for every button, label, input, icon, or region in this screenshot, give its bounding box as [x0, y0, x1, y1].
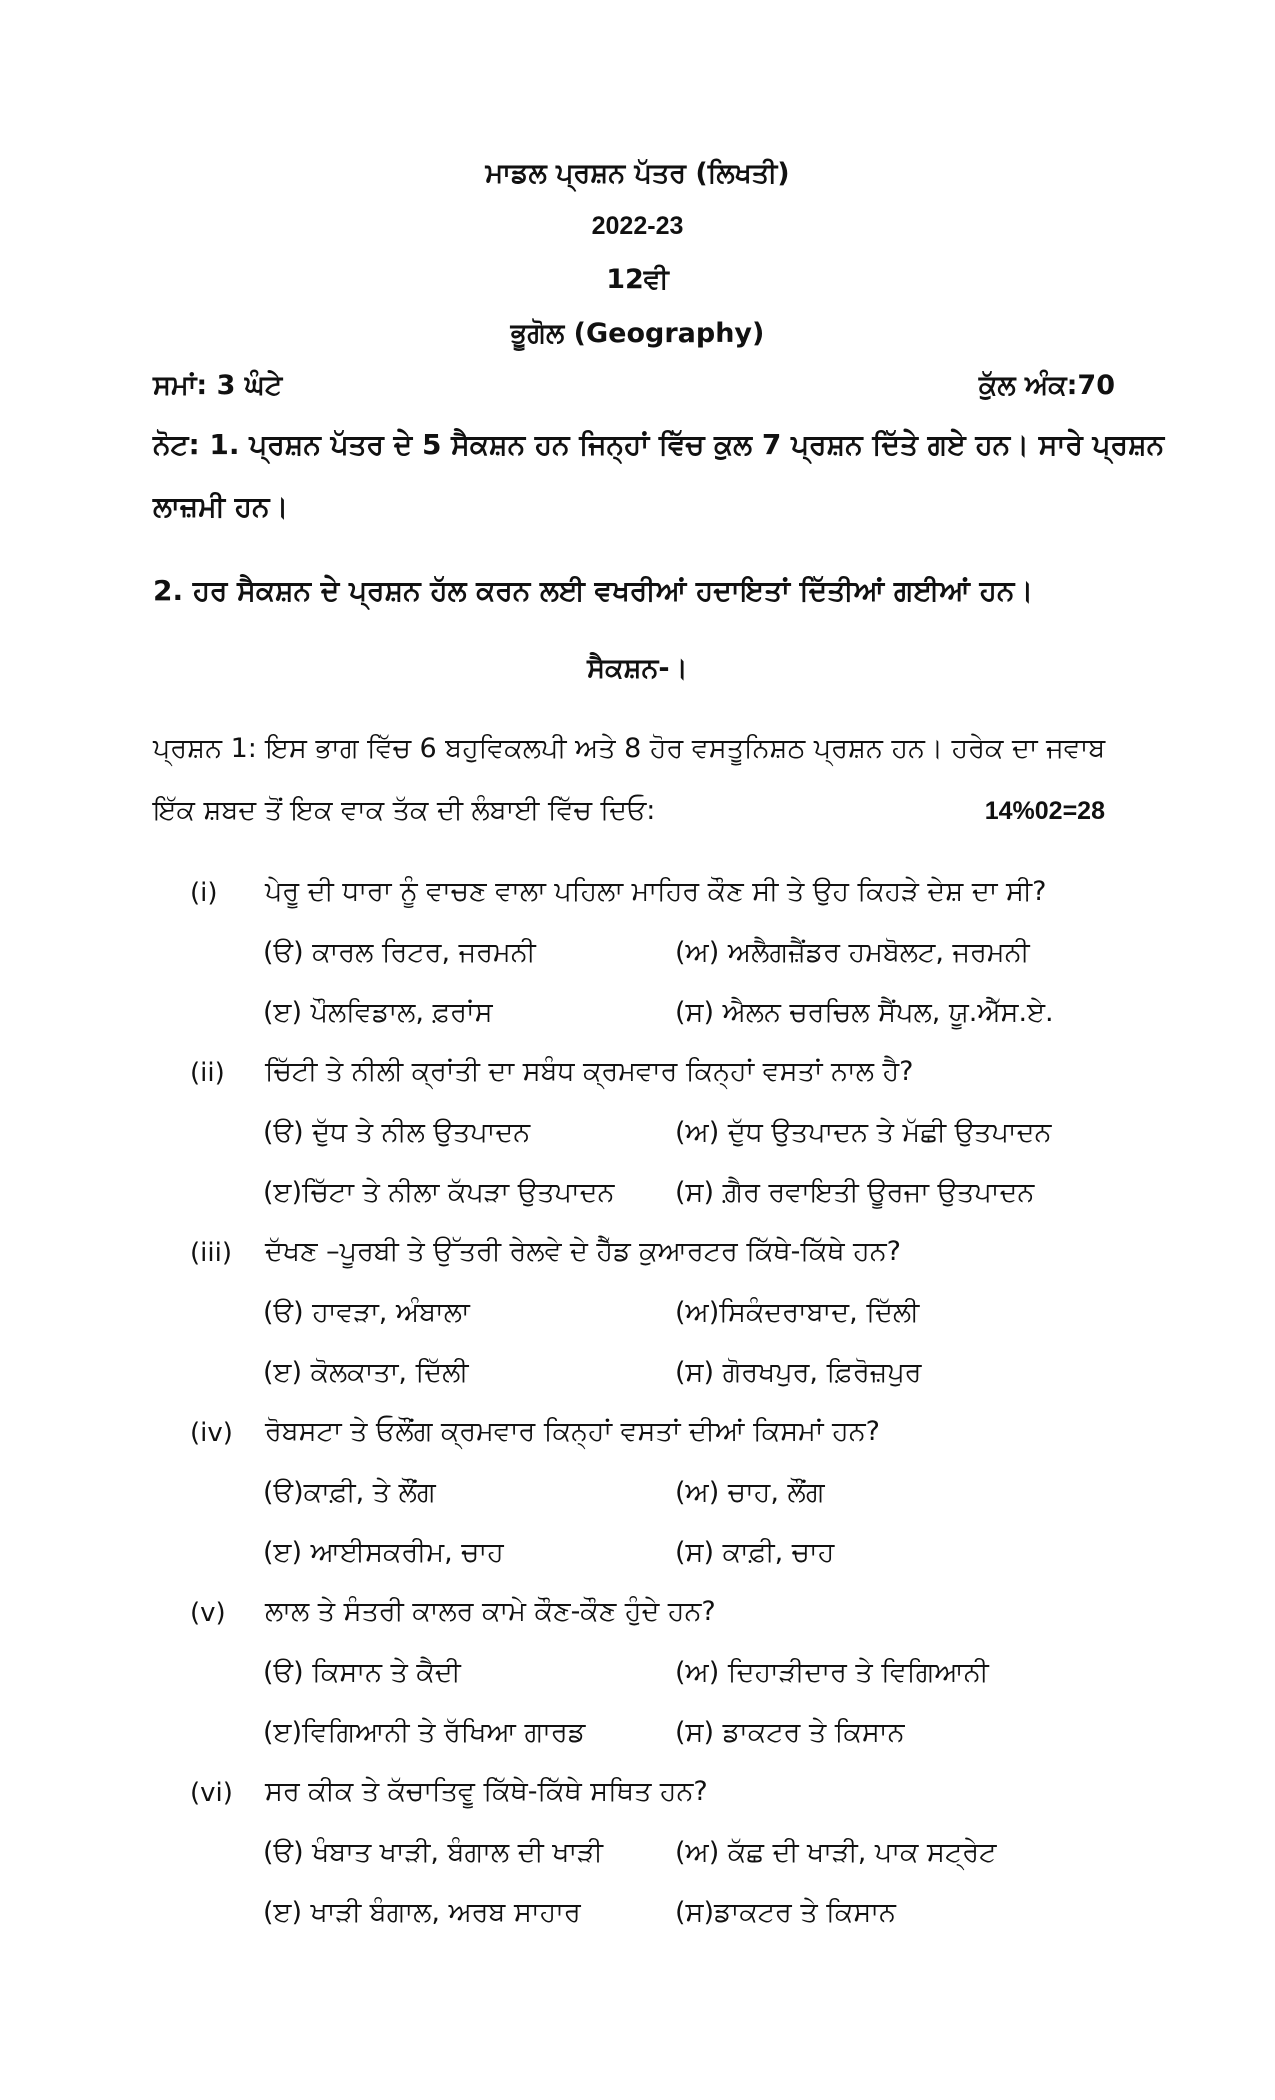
question-text: ਲਾਲ ਤੇ ਸੰਤਰੀ ਕਾਲਰ ਕਾਮੇ ਕੌਣ-ਕੌਣ ਹੁੰਦੇ ਹਨ?	[265, 1596, 716, 1627]
question-text: ਦੱਖਣ –ਪੂਰਬੀ ਤੇ ਉੱਤਰੀ ਰੇਲਵੇ ਦੇ ਹੈੱਡ ਕੁਆਰਟਰ ਕਿੱਥੇ-ਕਿੱਥੇ ਹਨ?	[265, 1236, 901, 1267]
option-c: (ੲ)ਚਿੱਟਾ ਤੇ ਨੀਲਾ ਕੱਪੜਾ ਉਤਪਾਦਨ	[263, 1177, 615, 1208]
paper-title: ਮਾਡਲ ਪ੍ਰਸ਼ਨ ਪੱਤਰ (ਲਿਖਤੀ)	[485, 158, 790, 189]
question-number: (i)	[190, 878, 218, 908]
option-a: (ੳ) ਹਾਵੜਾ, ਅੰਬਾਲਾ	[263, 1297, 470, 1328]
option-a: (ੳ)ਕਾਫ਼ੀ, ਤੇ ਲੌਂਗ	[263, 1477, 436, 1508]
paper-year: 2022-23	[591, 212, 684, 240]
option-d: (ਸ) ਕਾਫ਼ੀ, ਚਾਹ	[675, 1537, 835, 1568]
option-b: (ਅ) ਦਿਹਾੜੀਦਾਰ ਤੇ ਵਿਗਿਆਨੀ	[675, 1657, 989, 1688]
option-b: (ਅ) ਦੁੱਧ ਉਤਪਾਦਨ ਤੇ ਮੱਛੀ ਉਤਪਾਦਨ	[675, 1117, 1052, 1148]
option-d: (ਸ) ਡਾਕਟਰ ਤੇ ਕਿਸਾਨ	[675, 1717, 905, 1748]
option-d: (ਸ) ਗ਼ੈਰ ਰਵਾਇਤੀ ਊਰਜਾ ਉਤਪਾਦਨ	[675, 1177, 1035, 1208]
option-a: (ੳ) ਕਾਰਲ ਰਿਟਰ, ਜਰਮਨੀ	[263, 937, 536, 968]
note-2: 2. ਹਰ ਸੈਕਸ਼ਨ ਦੇ ਪ੍ਰਸ਼ਨ ਹੱਲ ਕਰਨ ਲਈ ਵਖਰੀਆਂ ਹਦਾਇਤਾਂ ਦਿੱਤੀਆਂ ਗਈਆਂ ਹਨ।	[153, 574, 1034, 607]
question-text: ਪੇਰੂ ਦੀ ਧਾਰਾ ਨੂੰ ਵਾਚਣ ਵਾਲਾ ਪਹਿਲਾ ਮਾਹਿਰ ਕੌਣ ਸੀ ਤੇ ਉਹ ਕਿਹੜੇ ਦੇਸ਼ ਦਾ ਸੀ?	[265, 876, 1047, 907]
section-intro-line-1: ਪ੍ਰਸ਼ਨ 1: ਇਸ ਭਾਗ ਵਿੱਚ 6 ਬਹੁਵਿਕਲਪੀ ਅਤੇ 8 ਹੋਰ ਵਸਤੂਨਿਸ਼ਠ ਪ੍ਰਸ਼ਨ ਹਨ। ਹਰੇਕ ਦਾ ਜਵਾਬ	[153, 733, 1106, 764]
total-marks: ਕੁੱਲ ਅੰਕ:70	[978, 370, 1115, 401]
note-1-line-1: ਨੋਟ: 1. ਪ੍ਰਸ਼ਨ ਪੱਤਰ ਦੇ 5 ਸੈਕਸ਼ਨ ਹਨ ਜਿਨ੍ਹਾਂ ਵਿੱਚ ਕੁਲ 7 ਪ੍ਰਸ਼ਨ ਦਿੱਤੇ ਗਏ ਹਨ। ਸਾਰੇ ਪ੍ਰਸ਼ਨ	[153, 428, 1165, 461]
option-c: (ੲ)ਵਿਗਿਆਨੀ ਤੇ ਰੱਖਿਆ ਗਾਰਡ	[263, 1717, 586, 1748]
option-b: (ਅ) ਚਾਹ, ਲੌਂਗ	[675, 1477, 825, 1508]
option-a: (ੳ) ਕਿਸਾਨ ਤੇ ਕੈਦੀ	[263, 1657, 461, 1688]
exam-time: ਸਮਾਂ: 3 ਘੰਟੇ	[153, 370, 283, 401]
option-c: (ੲ) ਕੋਲਕਾਤਾ, ਦਿੱਲੀ	[263, 1357, 469, 1388]
question-number: (ii)	[190, 1058, 225, 1088]
question-text: ਚਿੱਟੀ ਤੇ ਨੀਲੀ ਕ੍ਰਾਂਤੀ ਦਾ ਸਬੰਧ ਕ੍ਰਮਵਾਰ ਕਿਨ੍ਹਾਂ ਵਸਤਾਂ ਨਾਲ ਹੈ?	[265, 1056, 914, 1087]
question-text: ਰੋਬਸਟਾ ਤੇ ਓਲੌਂਗ ਕ੍ਰਮਵਾਰ ਕਿਨ੍ਹਾਂ ਵਸਤਾਂ ਦੀਆਂ ਕਿਸਮਾਂ ਹਨ?	[265, 1416, 880, 1447]
option-d: (ਸ) ਗੋਰਖਪੁਰ, ਫ਼ਿਰੋਜ਼ਪੁਰ	[675, 1357, 922, 1388]
option-c: (ੲ) ਪੌਲਵਿਡਾਲ, ਫ਼ਰਾਂਸ	[263, 997, 493, 1028]
option-d: (ਸ) ਐਲਨ ਚਰਚਿਲ ਸੈਂਪਲ, ਯੂ.ਐੱਸ.ਏ.	[675, 997, 1054, 1028]
option-c: (ੲ) ਆਈਸਕਰੀਮ, ਚਾਹ	[263, 1537, 504, 1568]
option-a: (ੳ) ਦੁੱਧ ਤੇ ਨੀਲ ਉਤਪਾਦਨ	[263, 1117, 531, 1148]
option-a: (ੳ) ਖੰਬਾਤ ਖਾੜੀ, ਬੰਗਾਲ ਦੀ ਖਾੜੀ	[263, 1837, 603, 1868]
paper-subject: ਭੂਗੋਲ (Geography)	[510, 318, 765, 349]
section-marks: 14%02=28	[984, 797, 1105, 825]
note-1-line-2: ਲਾਜ਼ਮੀ ਹਨ।	[153, 490, 289, 523]
section-intro-line-2: ਇੱਕ ਸ਼ਬਦ ਤੋਂ ਇਕ ਵਾਕ ਤੱਕ ਦੀ ਲੰਬਾਈ ਵਿੱਚ ਦਿਓ:	[153, 795, 656, 826]
option-b: (ਅ) ਕੱਛ ਦੀ ਖਾੜੀ, ਪਾਕ ਸਟ੍ਰੇਟ	[675, 1837, 997, 1868]
question-number: (iii)	[190, 1238, 232, 1268]
option-b: (ਅ)ਸਿਕੰਦਰਾਬਾਦ, ਦਿੱਲੀ	[675, 1297, 920, 1328]
option-d: (ਸ)ਡਾਕਟਰ ਤੇ ਕਿਸਾਨ	[675, 1897, 896, 1928]
option-b: (ਅ) ਅਲੈਗਜ਼ੈਂਡਰ ਹਮਬੋਲਟ, ਜਰਮਨੀ	[675, 937, 1030, 968]
question-number: (v)	[190, 1598, 226, 1628]
question-text: ਸਰ ਕੀਕ ਤੇ ਕੱਚਾਤਿਵੂ ਕਿੱਥੇ-ਕਿੱਥੇ ਸਥਿਤ ਹਨ?	[265, 1776, 708, 1807]
section-heading: ਸੈਕਸ਼ਨ-।	[587, 653, 688, 684]
paper-class: 12ਵੀ	[606, 264, 669, 295]
option-c: (ੲ) ਖਾੜੀ ਬੰਗਾਲ, ਅਰਬ ਸਾਹਾਰ	[263, 1897, 581, 1928]
question-number: (iv)	[190, 1418, 233, 1448]
question-number: (vi)	[190, 1778, 233, 1808]
